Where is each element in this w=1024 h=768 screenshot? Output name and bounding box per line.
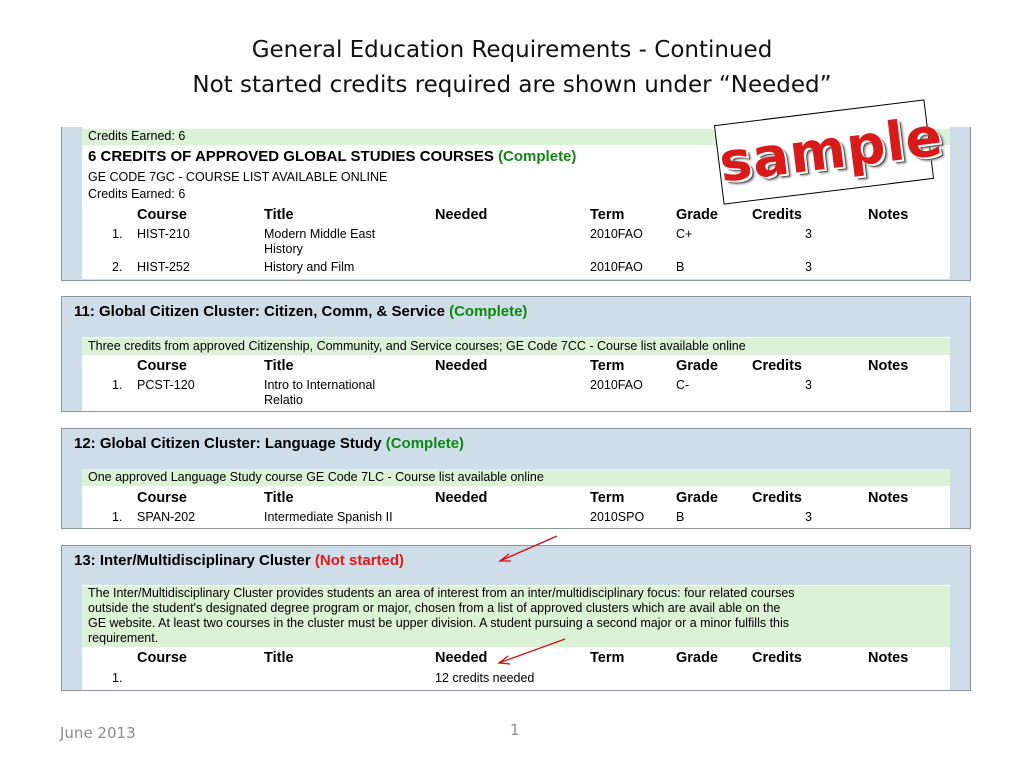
- table-row: [82, 510, 950, 526]
- section12-description: One approved Language Study course GE Code 7LC - Course list available online: [82, 469, 950, 486]
- col-course: Course: [137, 650, 187, 666]
- col-title: Title: [264, 650, 294, 666]
- row-title-cont: History: [264, 242, 303, 256]
- row-term: 2010FAO: [590, 227, 643, 241]
- col-title: Title: [264, 207, 294, 223]
- col-credits: Credits: [752, 358, 802, 374]
- col-needed: Needed: [435, 490, 488, 506]
- col-course: Course: [137, 490, 187, 506]
- row-title: History and Film: [264, 260, 355, 274]
- row-course: HIST-210: [137, 227, 190, 241]
- col-needed: Needed: [435, 358, 488, 374]
- section11-heading-text: 11: Global Citizen Cluster: Citizen, Comm, & Service: [74, 303, 445, 320]
- row-term: 2010FAO: [590, 378, 643, 392]
- page-number: 1: [510, 721, 520, 739]
- row-title: Intermediate Spanish II: [264, 510, 393, 524]
- section13-heading: [74, 552, 404, 570]
- row-term: 2010FAO: [590, 260, 643, 274]
- global-studies-heading: [88, 148, 576, 166]
- col-grade: Grade: [676, 650, 718, 666]
- multidisciplinary-panel: [61, 545, 971, 691]
- col-needed: Needed: [435, 207, 488, 223]
- section12-heading: [74, 435, 464, 453]
- section11-heading: [74, 303, 527, 321]
- citizen-comm-service-panel: [61, 296, 971, 412]
- row-credits: 3: [805, 378, 812, 392]
- row-credits: 3: [805, 260, 812, 274]
- col-needed: Needed: [435, 650, 488, 666]
- credits-earned-top: Credits Earned: 6: [82, 129, 950, 145]
- col-term: Term: [590, 207, 625, 223]
- row-num: 1.: [112, 227, 123, 241]
- description-line: outside the student's designated degree program or major, chosen from a list of approved clusters which are avail able on the: [88, 601, 781, 615]
- row-num: 1.: [112, 510, 123, 524]
- col-course: Course: [137, 207, 187, 223]
- slide-title-line2: Not started credits required are shown under “Needed”: [192, 72, 832, 98]
- footer-date: June 2013: [60, 724, 136, 742]
- row-grade: B: [676, 260, 685, 274]
- row-title-cont: Relatio: [264, 393, 303, 407]
- col-credits: Credits: [752, 650, 802, 666]
- row-course: HIST-252: [137, 260, 190, 274]
- row-num: 1.: [112, 378, 123, 392]
- row-num: 2.: [112, 260, 123, 274]
- section11-description: Three credits from approved Citizenship, Community, and Service courses; GE Code 7CC - Course list available online: [82, 338, 950, 355]
- description-line: requirement.: [88, 631, 159, 645]
- description-line: The Inter/Multidisciplinary Cluster provides students an area of interest from an inter/multidisciplinary focus: four related courses: [88, 586, 795, 600]
- table-row: [82, 671, 950, 687]
- col-notes: Notes: [868, 207, 909, 223]
- col-grade: Grade: [676, 490, 718, 506]
- col-term: Term: [590, 490, 625, 506]
- col-grade: Grade: [676, 207, 718, 223]
- description-line: GE website. At least two courses in the cluster must be upper division. A student pursuing a second major or a minor fulfills this: [88, 616, 790, 630]
- table-row: [82, 260, 950, 276]
- col-credits: Credits: [752, 490, 802, 506]
- col-notes: Notes: [868, 650, 909, 666]
- row-credits: 3: [805, 510, 812, 524]
- slide-title-line1: General Education Requirements - Continued: [251, 37, 773, 63]
- row-course: PCST-120: [137, 378, 195, 392]
- row-grade: B: [676, 510, 685, 524]
- column-header-row: [82, 490, 950, 508]
- col-notes: Notes: [868, 358, 909, 374]
- row-grade: C+: [676, 227, 693, 241]
- row-title: Modern Middle East: [264, 227, 376, 241]
- credits-earned: Credits Earned: 6: [88, 187, 186, 201]
- col-credits: Credits: [752, 207, 802, 223]
- col-term: Term: [590, 358, 625, 374]
- col-term: Term: [590, 650, 625, 666]
- table-row: [82, 378, 950, 410]
- status-not-started: (Not started): [314, 552, 405, 569]
- col-title: Title: [264, 490, 294, 506]
- sample-stamp-text: sample: [715, 104, 947, 195]
- row-needed: 12 credits needed: [435, 671, 535, 685]
- column-header-row: [82, 358, 950, 376]
- status-complete: (Complete): [498, 148, 577, 165]
- ge-code-text: GE CODE 7GC - COURSE LIST AVAILABLE ONLINE: [88, 170, 388, 184]
- row-course: SPAN-202: [137, 510, 196, 524]
- global-studies-heading-text: 6 CREDITS OF APPROVED GLOBAL STUDIES COURSES: [88, 148, 494, 165]
- col-title: Title: [264, 358, 294, 374]
- col-notes: Notes: [868, 490, 909, 506]
- row-grade: C-: [676, 378, 690, 392]
- section13-description: [82, 586, 950, 647]
- section13-heading-text: 13: Inter/Multidisciplinary Cluster: [74, 552, 311, 569]
- row-num: 1.: [112, 671, 123, 685]
- language-study-panel: [61, 428, 971, 529]
- status-complete: (Complete): [449, 303, 528, 320]
- section12-heading-text: 12: Global Citizen Cluster: Language Study: [74, 435, 382, 452]
- row-term: 2010SPO: [590, 510, 645, 524]
- status-complete: (Complete): [385, 435, 465, 452]
- table-row: [82, 227, 950, 259]
- column-header-row: [82, 650, 950, 668]
- col-grade: Grade: [676, 358, 718, 374]
- row-credits: 3: [805, 227, 812, 241]
- row-title: Intro to International: [264, 378, 376, 392]
- column-header-row: [82, 207, 950, 225]
- col-course: Course: [137, 358, 187, 374]
